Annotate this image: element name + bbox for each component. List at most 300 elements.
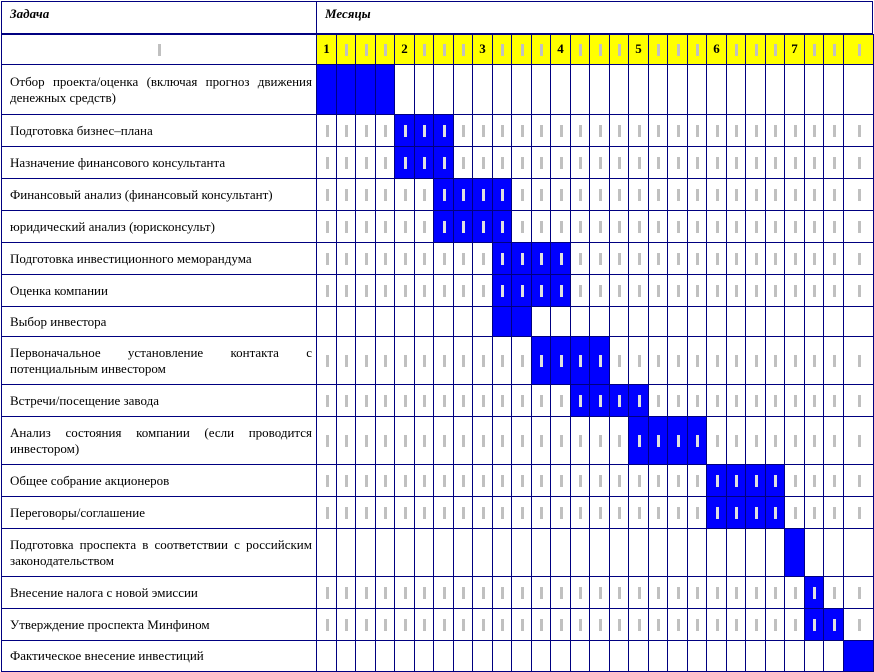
week-cell: [531, 528, 551, 577]
week-cell: [784, 464, 805, 497]
gantt-bar-cell: [511, 242, 532, 275]
week-cell: [628, 64, 649, 115]
week-cell: [394, 274, 415, 307]
week-cell: [453, 306, 473, 337]
gantt-bar-cell: [433, 178, 454, 211]
week-tick-mark: [735, 475, 738, 487]
week-tick-mark: [858, 395, 861, 407]
gantt-bar-cell: [414, 114, 434, 147]
week-tick-mark: [443, 435, 446, 447]
week-tick-mark: [735, 619, 738, 631]
task-name-cell: [1, 114, 317, 147]
week-cell: [765, 416, 785, 465]
week-cell: [628, 306, 649, 337]
task-name: Первоначальное установление контакта с потенциальным инвестором: [10, 344, 312, 376]
week-cell: [414, 608, 434, 641]
week-tick-mark: [735, 355, 738, 367]
week-tick-mark: [677, 475, 680, 487]
week-cell: [706, 64, 727, 115]
week-tick-mark: [560, 253, 563, 265]
week-header-cell: [394, 34, 415, 65]
week-tick-mark: [599, 507, 602, 519]
week-cell: [687, 274, 707, 307]
week-cell: [687, 306, 707, 337]
week-tick-mark: [696, 125, 699, 137]
week-cell: [472, 146, 493, 179]
week-cell: [472, 242, 493, 275]
week-tick-mark: [482, 587, 485, 599]
week-cell: [784, 608, 805, 641]
week-cell: [823, 336, 844, 385]
week-cell: [765, 64, 785, 115]
week-tick-mark: [482, 507, 485, 519]
week-tick-mark: [735, 285, 738, 297]
week-tick-mark: [345, 507, 348, 519]
week-header-cell: [628, 34, 649, 65]
week-cell: [316, 210, 337, 243]
week-cell: [843, 114, 874, 147]
week-tick-mark: [716, 355, 719, 367]
gantt-bar-cell: [414, 146, 434, 179]
task-name: Утверждение проспекта Минфином: [10, 616, 210, 632]
week-cell: [492, 146, 512, 179]
week-tick-mark: [813, 125, 816, 137]
week-tick-mark: [482, 125, 485, 137]
week-tick-mark: [833, 435, 836, 447]
week-tick-mark: [384, 355, 387, 367]
week-cell: [804, 146, 824, 179]
week-tick-mark: [540, 44, 543, 56]
week-cell: [355, 384, 376, 417]
week-cell: [355, 146, 376, 179]
week-cell: [843, 496, 874, 529]
week-cell: [589, 178, 610, 211]
week-cell: [375, 464, 395, 497]
week-cell: [375, 576, 395, 609]
week-cell: [745, 416, 766, 465]
week-cell: [687, 464, 707, 497]
week-tick-mark: [599, 285, 602, 297]
week-tick-mark: [579, 355, 582, 367]
week-cell: [394, 64, 415, 115]
week-cell: [706, 640, 727, 672]
week-cell: [765, 336, 785, 385]
week-cell: [453, 274, 473, 307]
week-tick-mark: [560, 355, 563, 367]
week-cell: [394, 384, 415, 417]
week-cell: [394, 416, 415, 465]
gantt-bar-cell: [609, 384, 629, 417]
week-cell: [550, 464, 571, 497]
week-tick-mark: [638, 395, 641, 407]
week-cell: [823, 146, 844, 179]
week-cell: [472, 306, 493, 337]
week-cell: [745, 608, 766, 641]
week-cell: [570, 464, 590, 497]
week-tick-mark: [462, 44, 465, 56]
week-tick-mark: [833, 355, 836, 367]
week-tick-mark: [794, 125, 797, 137]
week-tick-mark: [735, 253, 738, 265]
week-cell: [570, 496, 590, 529]
week-tick-mark: [404, 355, 407, 367]
week-tick-mark: [735, 587, 738, 599]
week-tick-mark: [794, 189, 797, 201]
week-tick-mark: [521, 125, 524, 137]
week-cell: [433, 576, 454, 609]
week-cell: [745, 306, 766, 337]
week-tick-mark: [579, 395, 582, 407]
week-cell: [531, 114, 551, 147]
week-tick-mark: [858, 44, 861, 56]
week-cell: [492, 384, 512, 417]
week-tick-mark: [521, 355, 524, 367]
week-cell: [531, 416, 551, 465]
gantt-bar-cell: [433, 210, 454, 243]
month-number: 4: [557, 41, 564, 56]
week-header-cell: [375, 34, 395, 65]
week-tick-mark: [579, 221, 582, 233]
gantt-bar-cell: [394, 114, 415, 147]
week-cell: [843, 306, 874, 337]
week-cell: [550, 384, 571, 417]
task-name-cell: [1, 146, 317, 179]
week-tick-mark: [443, 285, 446, 297]
week-cell: [472, 336, 493, 385]
week-tick-mark: [858, 221, 861, 233]
week-cell: [433, 306, 454, 337]
week-cell: [492, 608, 512, 641]
week-cell: [823, 416, 844, 465]
task-name-cell: [1, 384, 317, 417]
week-cell: [784, 384, 805, 417]
week-cell: [316, 242, 337, 275]
week-cell: [472, 416, 493, 465]
week-cell: [667, 178, 688, 211]
week-tick-mark: [560, 507, 563, 519]
week-cell: [706, 274, 727, 307]
week-cell: [453, 336, 473, 385]
week-tick-mark: [677, 507, 680, 519]
week-cell: [628, 114, 649, 147]
week-cell: [843, 416, 874, 465]
week-tick-mark: [716, 475, 719, 487]
week-tick-mark: [755, 125, 758, 137]
week-cell: [375, 274, 395, 307]
week-cell: [316, 178, 337, 211]
week-tick-mark: [462, 253, 465, 265]
week-cell: [804, 178, 824, 211]
week-tick-mark: [858, 435, 861, 447]
task-name: Переговоры/соглашение: [10, 504, 145, 520]
week-cell: [570, 416, 590, 465]
gantt-bar-cell: [492, 306, 512, 337]
week-header-cell: [531, 34, 551, 65]
week-cell: [472, 640, 493, 672]
week-tick-mark: [501, 475, 504, 487]
week-tick-mark: [443, 395, 446, 407]
week-cell: [433, 242, 454, 275]
week-tick-mark: [540, 125, 543, 137]
week-tick-mark: [638, 189, 641, 201]
gantt-bar-cell: [804, 608, 824, 641]
week-cell: [745, 114, 766, 147]
week-tick-mark: [540, 157, 543, 169]
week-tick-mark: [677, 44, 680, 56]
week-cell: [550, 640, 571, 672]
week-tick-mark: [755, 619, 758, 631]
week-tick-mark: [716, 395, 719, 407]
week-cell: [570, 242, 590, 275]
week-tick-mark: [833, 395, 836, 407]
week-cell: [628, 210, 649, 243]
week-tick-mark: [599, 221, 602, 233]
week-tick-mark: [158, 44, 161, 56]
week-cell: [589, 608, 610, 641]
week-tick-mark: [345, 395, 348, 407]
week-cell: [550, 416, 571, 465]
week-cell: [336, 464, 356, 497]
week-tick-mark: [638, 221, 641, 233]
week-header-cell: [453, 34, 473, 65]
week-tick-mark: [858, 507, 861, 519]
week-cell: [628, 640, 649, 672]
week-header-cell: [823, 34, 844, 65]
week-tick-mark: [540, 189, 543, 201]
week-tick-mark: [735, 157, 738, 169]
week-tick-mark: [716, 619, 719, 631]
week-cell: [589, 464, 610, 497]
week-tick-mark: [813, 157, 816, 169]
week-tick-mark: [599, 355, 602, 367]
week-cell: [823, 576, 844, 609]
week-tick-mark: [794, 435, 797, 447]
gantt-bar-cell: [745, 496, 766, 529]
week-cell: [394, 178, 415, 211]
week-header-cell: [726, 34, 746, 65]
week-tick-mark: [599, 587, 602, 599]
task-name: Подготовка бизнес–плана: [10, 122, 153, 138]
week-cell: [316, 608, 337, 641]
week-tick-mark: [696, 189, 699, 201]
gantt-bar-cell: [765, 496, 785, 529]
week-header-cell: [745, 34, 766, 65]
week-tick-mark: [858, 619, 861, 631]
week-cell: [823, 384, 844, 417]
week-cell: [375, 114, 395, 147]
week-tick-mark: [423, 253, 426, 265]
week-tick-mark: [657, 44, 660, 56]
week-cell: [433, 64, 454, 115]
week-cell: [336, 384, 356, 417]
week-cell: [667, 384, 688, 417]
week-cell: [609, 210, 629, 243]
gantt-bar-cell: [531, 336, 551, 385]
week-tick-mark: [365, 355, 368, 367]
week-tick-mark: [638, 157, 641, 169]
gantt-bar-cell: [589, 384, 610, 417]
week-cell: [375, 178, 395, 211]
week-cell: [414, 336, 434, 385]
week-tick-mark: [657, 587, 660, 599]
week-cell: [355, 608, 376, 641]
week-tick-mark: [716, 435, 719, 447]
week-cell: [648, 114, 668, 147]
gantt-bar-cell: [784, 528, 805, 577]
week-cell: [628, 336, 649, 385]
week-cell: [453, 64, 473, 115]
week-header-cell: [804, 34, 824, 65]
gantt-bar-cell: [706, 496, 727, 529]
week-cell: [414, 464, 434, 497]
week-cell: [726, 608, 746, 641]
week-tick-mark: [755, 44, 758, 56]
week-cell: [706, 146, 727, 179]
week-tick-mark: [638, 475, 641, 487]
week-cell: [453, 464, 473, 497]
week-cell: [667, 528, 688, 577]
week-tick-mark: [657, 285, 660, 297]
week-cell: [765, 210, 785, 243]
week-tick-mark: [735, 507, 738, 519]
month-number: 2: [401, 41, 408, 56]
gantt-bar-cell: [511, 274, 532, 307]
week-cell: [784, 496, 805, 529]
week-cell: [667, 242, 688, 275]
week-tick-mark: [501, 157, 504, 169]
week-tick-mark: [501, 619, 504, 631]
week-tick-mark: [443, 253, 446, 265]
week-cell: [745, 64, 766, 115]
gantt-bar-cell: [706, 464, 727, 497]
week-cell: [375, 384, 395, 417]
week-tick-mark: [735, 395, 738, 407]
week-tick-mark: [540, 395, 543, 407]
week-cell: [355, 528, 376, 577]
week-cell: [336, 608, 356, 641]
week-tick-mark: [443, 44, 446, 56]
week-tick-mark: [345, 253, 348, 265]
week-tick-mark: [657, 125, 660, 137]
week-cell: [628, 608, 649, 641]
week-tick-mark: [677, 619, 680, 631]
week-cell: [492, 640, 512, 672]
week-cell: [531, 306, 551, 337]
week-tick-mark: [657, 395, 660, 407]
week-cell: [765, 640, 785, 672]
week-tick-mark: [794, 285, 797, 297]
week-cell: [667, 640, 688, 672]
week-tick-mark: [755, 587, 758, 599]
week-cell: [550, 306, 571, 337]
week-header-cell: [355, 34, 376, 65]
week-cell: [511, 114, 532, 147]
week-cell: [433, 528, 454, 577]
task-name-cell: [1, 274, 317, 307]
gantt-bar-cell: [433, 114, 454, 147]
week-tick-mark: [404, 435, 407, 447]
week-cell: [589, 146, 610, 179]
week-cell: [804, 306, 824, 337]
week-cell: [823, 274, 844, 307]
week-cell: [355, 640, 376, 672]
week-cell: [609, 528, 629, 577]
week-tick-mark: [755, 285, 758, 297]
week-tick-mark: [345, 619, 348, 631]
task-name: юридический анализ (юрисконсульт): [10, 218, 215, 234]
week-cell: [687, 146, 707, 179]
week-tick-mark: [521, 475, 524, 487]
week-cell: [706, 210, 727, 243]
week-tick-mark: [618, 395, 621, 407]
week-tick-mark: [618, 587, 621, 599]
week-header-cell: [550, 34, 571, 65]
week-cell: [550, 608, 571, 641]
week-tick-mark: [540, 475, 543, 487]
task-name: Фактическое внесение инвестиций: [10, 648, 204, 663]
week-tick-mark: [462, 125, 465, 137]
week-cell: [394, 210, 415, 243]
week-cell: [589, 576, 610, 609]
week-cell: [355, 242, 376, 275]
week-tick-mark: [521, 44, 524, 56]
week-tick-mark: [833, 619, 836, 631]
week-tick-mark: [521, 157, 524, 169]
week-cell: [492, 528, 512, 577]
week-cell: [687, 640, 707, 672]
week-cell: [765, 384, 785, 417]
week-cell: [433, 608, 454, 641]
week-header-cell: [414, 34, 434, 65]
week-tick-mark: [560, 475, 563, 487]
week-cell: [667, 336, 688, 385]
week-cell: [316, 306, 337, 337]
gantt-bar-cell: [745, 464, 766, 497]
week-cell: [609, 64, 629, 115]
week-cell: [609, 146, 629, 179]
week-cell: [355, 210, 376, 243]
week-cell: [609, 178, 629, 211]
week-tick-mark: [794, 221, 797, 233]
week-tick-mark: [696, 475, 699, 487]
week-cell: [726, 336, 746, 385]
week-tick-mark: [540, 507, 543, 519]
gantt-bar-cell: [375, 64, 395, 115]
week-tick-mark: [833, 221, 836, 233]
gantt-bar-cell: [726, 464, 746, 497]
week-cell: [472, 64, 493, 115]
week-cell: [706, 576, 727, 609]
week-tick-mark: [326, 587, 329, 599]
week-cell: [589, 242, 610, 275]
week-tick-mark: [521, 507, 524, 519]
week-cell: [628, 496, 649, 529]
week-tick-mark: [794, 157, 797, 169]
week-tick-mark: [404, 157, 407, 169]
week-tick-mark: [735, 44, 738, 56]
task-name: Назначение финансового консультанта: [10, 154, 226, 170]
week-cell: [511, 608, 532, 641]
week-tick-mark: [384, 619, 387, 631]
week-cell: [336, 306, 356, 337]
week-cell: [687, 336, 707, 385]
week-tick-mark: [696, 44, 699, 56]
week-cell: [784, 306, 805, 337]
week-tick-mark: [618, 285, 621, 297]
week-cell: [472, 528, 493, 577]
week-tick-mark: [384, 221, 387, 233]
week-tick-mark: [618, 157, 621, 169]
